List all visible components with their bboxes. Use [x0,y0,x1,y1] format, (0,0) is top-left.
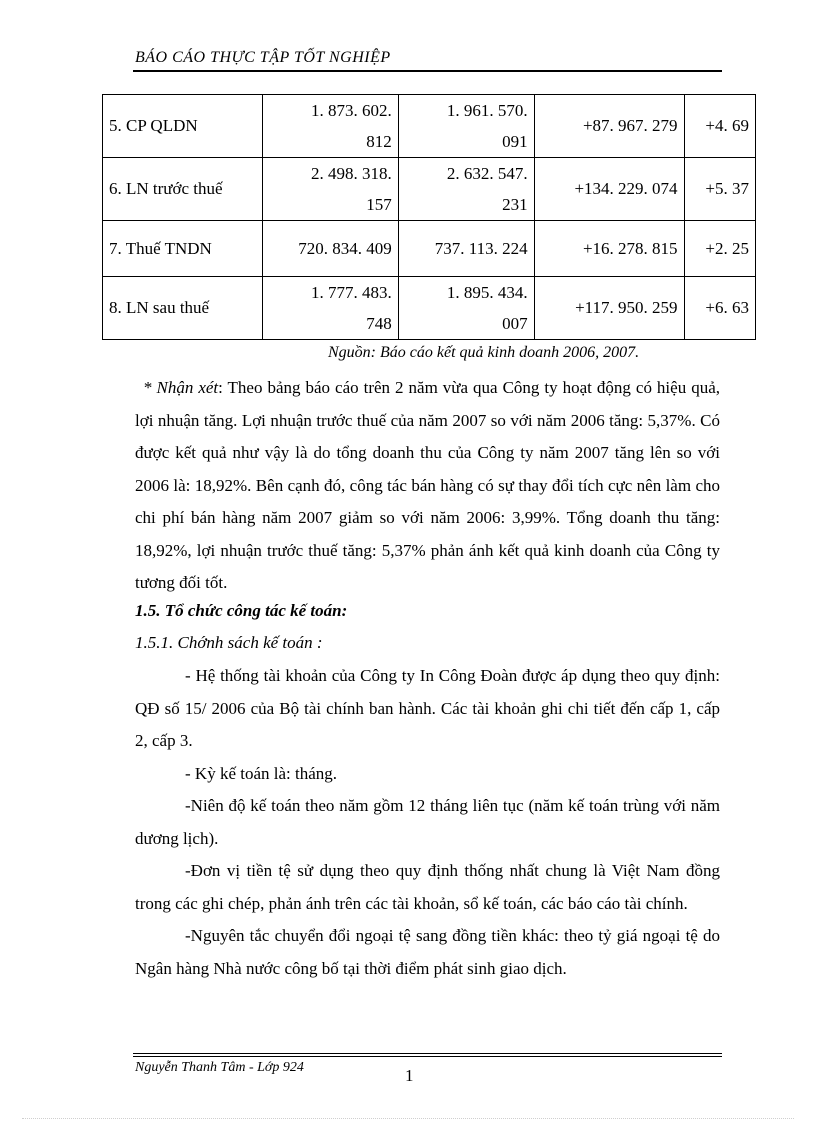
value-2006: 1. 777. 483. 748 [262,277,398,340]
table-row [103,158,756,221]
policy-item: -Đơn vị tiền tệ sử dụng theo quy định thống nhất chung là Việt Nam đồng trong các ghi chép, phản ánh trên các tài khoản, sổ kế toán, các báo cáo tài chính. [135,861,720,913]
value-2006: 2. 498. 318. 157 [262,158,398,221]
value-2006: 1. 873. 602. 812 [262,95,398,158]
page-number: 1 [405,1066,414,1085]
row-label: 7. Thuế TNDN [103,221,263,277]
table-row [103,277,756,340]
policy-item: - Kỳ kế toán là: tháng. [185,763,338,783]
percent-value: +6. 63 [684,277,755,340]
policy-item: - Hệ thống tài khoản của Công ty In Công Đoàn được áp dụng theo quy định: QĐ số 15/ 2006 của Bộ tài chính ban hành. Các tài khoản ghi chi tiết đến cấp 1, cấp 2, cấp 3. [135,666,720,750]
table-row [103,95,756,158]
remark-label: * Nhận xét [143,378,219,397]
footer-rule [133,1056,722,1057]
table-source: Nguồn: Báo cáo kết quả kinh doanh 2006, 2007. [328,344,640,361]
value-2007: 1. 961. 570. 091 [398,95,534,158]
footer-author: Nguyễn Thanh Tâm - Lớp 924 [135,1060,304,1075]
subsection-heading: 1.5.1. Chớnh sách kế toán : [135,633,323,652]
difference-value: +16. 278. 815 [534,221,684,277]
row-label: 8. LN sau thuế [103,277,263,340]
header-title: BÁO CÁO THỰC TẬP TỐT NGHIỆP [135,49,391,66]
value-2007: 2. 632. 547. 231 [398,158,534,221]
financial-table [102,94,756,340]
value-2007: 737. 113. 224 [398,221,534,277]
row-label: 5. CP QLDN [103,95,263,158]
difference-value: +117. 950. 259 [534,277,684,340]
row-label: 6. LN trước thuế [103,158,263,221]
remark-paragraph [135,372,720,600]
value-2006: 720. 834. 409 [262,221,398,277]
policy-item: -Nguyên tắc chuyển đổi ngoại tệ sang đồng tiền khác: theo tỷ giá ngoại tệ do Ngân hàng Nhà nước công bố tại thời điểm phát sinh giao dịch. [135,926,720,978]
remark-text: : Theo bảng báo cáo trên 2 năm vừa qua Công ty hoạt động có hiệu quả, lợi nhuận tăng. Lợi nhuận trước thuế của năm 2007 so với năm 2006 tăng: 5,37%. Có được kết quả như vậy là do tổng doanh thu của Công ty năm 2007 tăng lên so với 2006 là: 18,92%. Bên cạnh đó, công tác bán hàng có sự thay đổi tích cực nên làm cho chi phí bán hàng năm 2007 giảm so với năm 2006: 3,99%. Tổng doanh thu tăng: 18,92%, lợi nhuận trước thuế tăng: 5,37% phản ánh kết quả kinh doanh của Công ty tương đối tốt. [135,378,720,592]
page-edge-divider [22,1118,794,1119]
difference-value: +134. 229. 074 [534,158,684,221]
percent-value: +2. 25 [684,221,755,277]
value-2007: 1. 895. 434. 007 [398,277,534,340]
percent-value: +5. 37 [684,158,755,221]
footer-rule [133,1053,722,1054]
table-row [103,221,756,277]
policy-item: -Niên độ kế toán theo năm gồm 12 tháng liên tục (năm kế toán trùng với năm dương lịch). [135,796,720,848]
section-heading: 1.5. Tổ chức công tác kế toán: [135,601,348,620]
header-rule [133,70,722,72]
policies-list [135,660,720,985]
percent-value: +4. 69 [684,95,755,158]
difference-value: +87. 967. 279 [534,95,684,158]
